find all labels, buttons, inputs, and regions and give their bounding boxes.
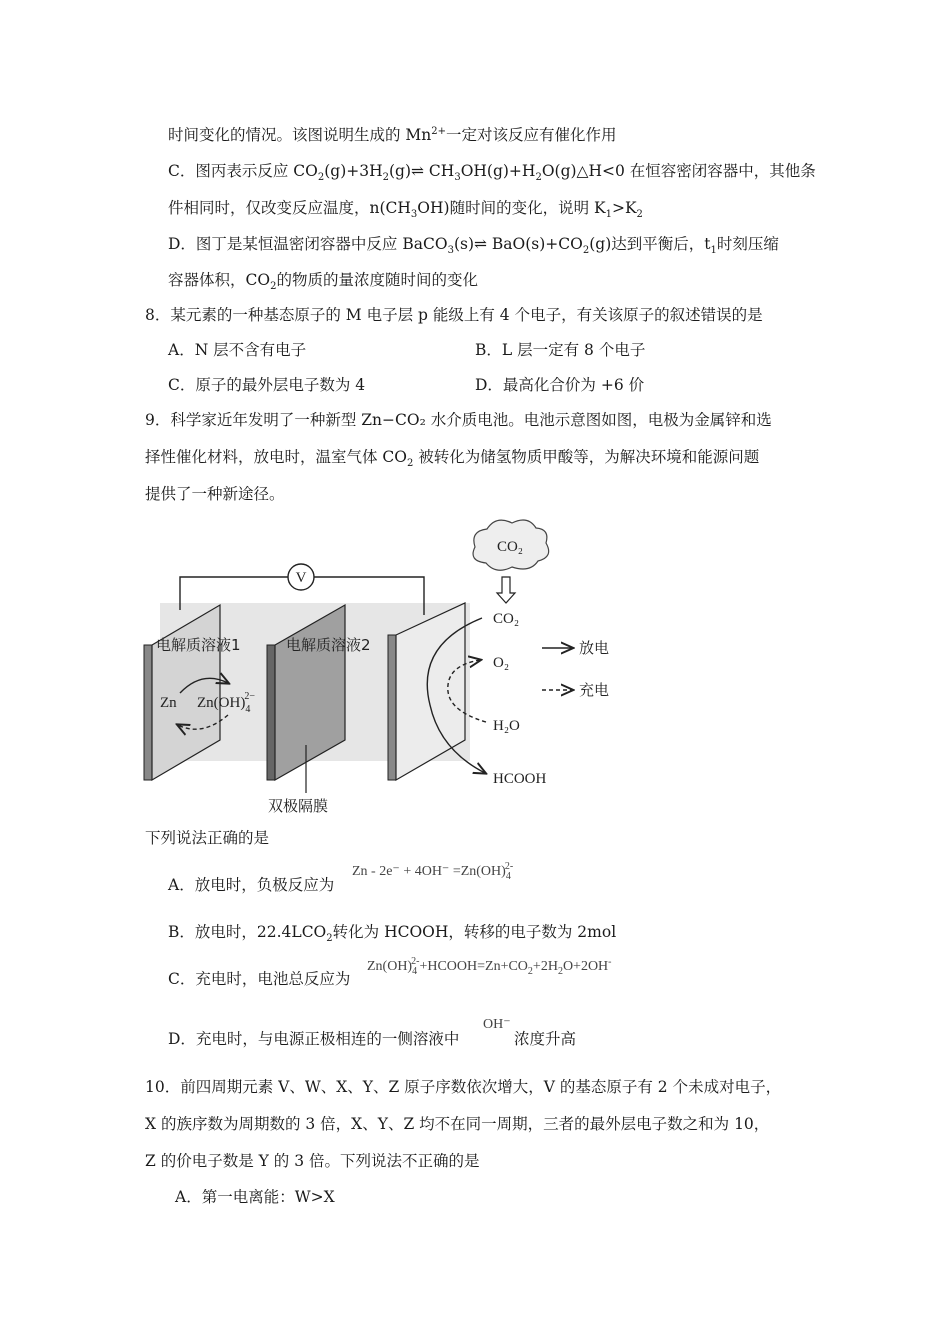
zn-oh4-label: $Zn(OH)_42-$	[197, 691, 255, 715]
q9-option-a: A．放电时，负极反应为	[168, 876, 335, 894]
q8-option-a: A．N 层不含有电子	[168, 341, 307, 359]
q9-option-c: C．充电时，电池总反应为	[168, 970, 351, 988]
q7-option-d-line1: D．图丁是某恒温密闭容器中反应 BaCO$_3$(s)⇌ $BaO(s)+CO_2(g)$达到平衡后，$t_1$时刻压缩	[168, 235, 779, 257]
h2o-label: H₂O	[493, 718, 520, 734]
q8-option-d: D．最高化合价为 +6 价	[475, 376, 645, 394]
q10-option-a: A．第一电离能：W>X	[175, 1188, 335, 1206]
q8-option-c: C．原子的最外层电子数为 4	[168, 376, 366, 394]
q9-stem-line1: 9．科学家近年发明了一种新型 Zn−CO₂ 水介质电池。电池示意图如图，电极为金属锌和选	[145, 411, 772, 429]
voltmeter-label: V	[295, 570, 307, 586]
solution1-label: 电解质溶液1	[156, 636, 241, 654]
q9-option-d-oh: OH⁻	[483, 1017, 511, 1032]
q9-option-a-equation: $Zn - 2e^- + 4OH^- =Zn(OH)_4^{2-}$	[352, 861, 514, 882]
catalyst-electrode-side	[388, 635, 396, 780]
q8-option-b: B．L 层一定有 8 个电子	[475, 341, 646, 359]
hcooh-label: HCOOH	[493, 771, 547, 787]
q10-stem-line1: 10．前四周期元素 V、W、X、Y、Z 原子序数依次增大，V 的基态原子有 2 个未成对电子，	[145, 1078, 782, 1096]
legend-charge-label: 充电	[579, 681, 610, 699]
co2-input-arrow	[497, 577, 515, 603]
o2-label: O₂	[493, 655, 510, 671]
zn-electrode-side	[144, 645, 152, 780]
cloud-co2-label: CO₂	[496, 539, 524, 555]
q7-b-line2: 时间变化的情况。该图说明生成的 $Mn^{2+}$一定对该反应有催化作用	[168, 125, 617, 144]
membrane-side	[267, 645, 275, 780]
legend-discharge-label: 放电	[579, 639, 610, 657]
q7-option-c-line2: 件相同时，仅改变反应温度，$n(CH_3OH)$随时间的变化，说明 $K_1>K_2$	[168, 199, 643, 221]
q9-ask: 下列说法正确的是	[145, 829, 270, 847]
q7-option-c-line1: C．图丙表示反应 $CO_2(g)+3H_2(g)\rightleftharpoons$ $CH_3OH(g)+H_2O(g)\triangle H<0$ 在恒容密闭容器中，其他条	[168, 162, 816, 184]
zn-label: Zn	[160, 695, 177, 711]
solution2-label: 电解质溶液2	[286, 636, 371, 654]
q9-stem-line2: 择性催化材料，放电时，温室气体 $CO_2$ 被转化为储氢物质甲酸等，为解决环境和能源问题	[145, 448, 760, 470]
battery-diagram	[140, 515, 640, 825]
q7-option-d-line2: 容器体积，$CO_2$的物质的量浓度随时间的变化	[168, 271, 478, 293]
q9-option-b: B．放电时，$22.4LCO_2$转化为 HCOOH，转移的电子数为 2mol	[168, 923, 617, 945]
membrane-label: 双极隔膜	[268, 797, 329, 815]
q8-stem: 8．某元素的一种基态原子的 M 电子层 p 能级上有 4 个电子，有关该原子的叙述错误的是	[145, 306, 763, 324]
q9-stem-line3: 提供了一种新途径。	[145, 485, 285, 503]
q10-stem-line3: Z 的价电子数是 Y 的 3 倍。下列说法不正确的是	[145, 1152, 480, 1170]
q9-option-c-equation: $Zn(OH)_4^{2-}+HCOOH=Zn+CO_2+2H_2O+2OH^-$	[367, 956, 612, 977]
co2-label: CO₂	[493, 611, 520, 627]
q10-stem-line2: X 的族序数为周期数的 3 倍，X、Y、Z 均不在同一周期，三者的最外层电子数之和为 10，	[145, 1115, 770, 1133]
q9-option-d: D．充电时，与电源正极相连的一侧溶液中	[168, 1030, 460, 1048]
q9-option-d-post: 浓度升高	[514, 1030, 577, 1048]
